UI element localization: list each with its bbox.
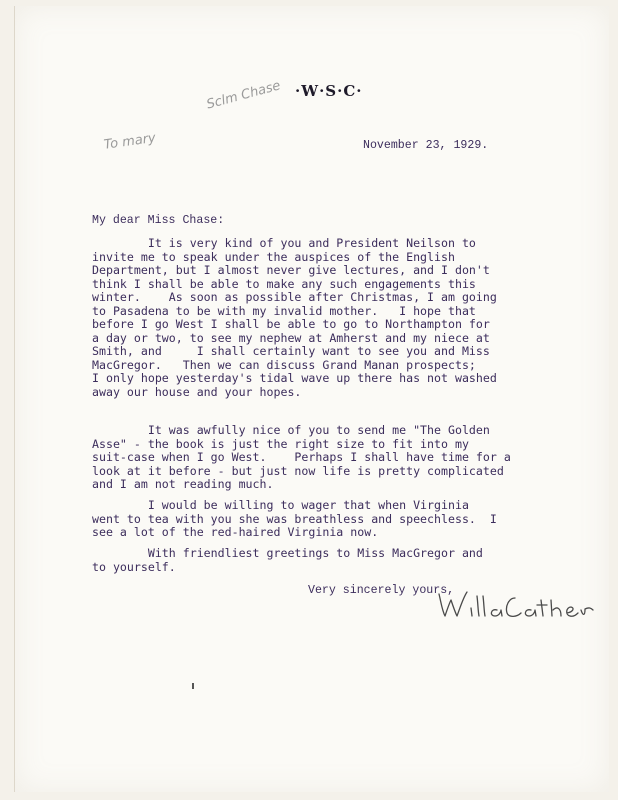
page-mark — [192, 683, 194, 689]
paragraph-3: I would be willing to wager that when Virginia went to tea with you she was breathless and speechless. I see a lot of the red-haired Virginia now. — [92, 498, 497, 539]
pencil-annotation: To mary — [103, 130, 157, 153]
paragraph-2: It was awfully nice of you to send me "The Golden Asse" - the book is just the right size to fit into my suit-case when I go West. Perhaps I shall have time for a look at it before - but just now life is pretty complicated and I am not reading much. — [92, 423, 511, 491]
handwritten-signature — [433, 586, 603, 626]
letter-page — [14, 6, 609, 792]
salutation: My dear Miss Chase: — [92, 214, 225, 227]
paragraph-1: It is very kind of you and President Neilson to invite me to speak under the auspices of the English Department, but I almost never give lectures, and I don't think I shall be able to make any such engagements this winter. As soon as possible after Christmas, I am going to Pasadena to be with my invalid mother. I hope that before I go West I shall be able to go to Northampton for a day or two, to see my nephew at Amherst and my niece at Smith, and I shall certainly want to see you and Miss MacGregor. Then we can discuss Grand Manan prospects; I only hope yesterday's tidal wave up there has not washed away our house and your hopes. — [92, 236, 497, 399]
letterhead-monogram: ·W·S·C· — [295, 82, 363, 100]
paragraph-4: With friendliest greetings to Miss MacGregor and to yourself. — [92, 546, 483, 574]
closing: Very sincerely yours, — [308, 584, 455, 597]
letter-date: November 23, 1929. — [363, 139, 489, 152]
pencil-annotation: Sclm Chase — [205, 78, 283, 113]
